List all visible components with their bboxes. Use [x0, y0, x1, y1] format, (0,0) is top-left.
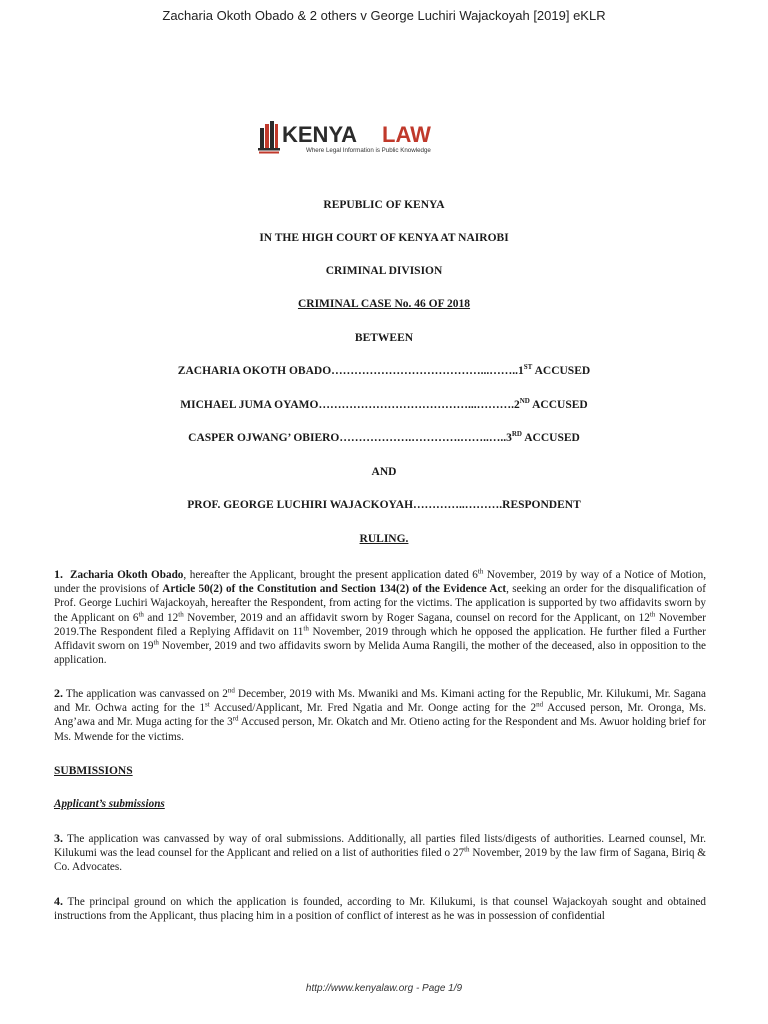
party-role: ACCUSED [522, 432, 580, 444]
party-dots: …………………………………...………. [318, 399, 514, 411]
applicants-submissions-heading: Applicant’s submissions [54, 798, 165, 810]
party-accused-2 [0, 399, 768, 411]
party-dots: …………..………. [413, 499, 503, 511]
court-line: IN THE HIGH COURT OF KENYA AT NAIROBI [259, 232, 509, 244]
and-line: AND [371, 466, 397, 478]
party-ordinal: 3 [506, 432, 512, 444]
paragraph-3: 3. The application was canvassed by way of oral submissions. Additionally, all parties filed lists/digests of authorities. Learned counsel, Mr. Kilukumi was the lead counsel for the Applicant and relied on a list of authorities filed o 27th November, 2019 by the law firm of Sagana, Biriq & Co. Advocates. [54, 831, 706, 874]
party-ordinal-sup: RD [511, 430, 522, 439]
division-line: CRIMINAL DIVISION [325, 265, 443, 277]
paragraph-1: 1. Zacharia Okoth Obado, hereafter the Applicant, brought the present application dated 6th November, 2019 by way of a Notice of Motion, under the provisions of Article 50(2) of the Constitution and Section 134(2) of the Evidence Act, seeking an order for the disqualification of Prof. George Luchiri Wajackoyah, hereafter the Respondent, from acting for the victims. The application is supported by two affidavits sworn by the Applicant on 6th and 12th November, 2019 and an affidavit sworn by Roger Sagana, counsel on record for the Applicant, on 12th November 2019.The Respondent filed a Replying Affidavit on 11th November, 2019 through which he opposed the application. He further filed a Further Affidavit sworn on 19th November, 2019 and two affidavits sworn by Melida Auma Rangili, the mother of the deceased, also in opposition to the application. [54, 567, 707, 667]
logo-tagline: Where Legal Information is Public Knowledge [306, 147, 431, 154]
paragraph-number: 4. [54, 894, 63, 908]
applicant-name: Zacharia Okoth Obado [70, 569, 184, 581]
party-respondent [0, 499, 768, 511]
party-name: MICHAEL JUMA OYAMO [180, 399, 319, 411]
statute-reference: Article 50(2) of the Constitution and Section 134(2) of the Evidence Act [162, 583, 507, 596]
logo-brand-kenya: KENYA [282, 122, 357, 147]
party-name: ZACHARIA OKOTH OBADO [177, 365, 332, 377]
logo-brand-law: LAW [382, 122, 431, 147]
party-dots: …………………………………...…….. [331, 365, 519, 377]
paragraph-number: 1. [54, 567, 63, 581]
pillars-icon [258, 121, 280, 154]
party-ordinal: 1 [518, 365, 524, 377]
party-dots: ……………….………….……..….. [339, 432, 507, 444]
party-role: ACCUSED [529, 399, 588, 411]
paragraph-2: 2. The application was canvassed on 2nd December, 2019 with Ms. Mwaniki and Ms. Kimani acting for the Republic, Mr. Kilukumi, Mr. Sagana and Mr. Ochwa acting for the 1st Accused/Applicant, Mr. Fred Ngatia and Mr. Oonge acting for the 2nd Accused person, Mr. Oronga, Ms. Ang’awa and Mr. Muga acting for the 3rd Accused person, Mr. Okatch and Mr. Otieno acting for the Respondent and Ms. Awuor holding brief for Ms. Mwende for the victims. [54, 686, 707, 743]
party-name: PROF. GEORGE LUCHIRI WAJACKOYAH [187, 499, 414, 511]
party-accused-1 [0, 365, 768, 377]
paragraph-number: 2. [54, 686, 63, 700]
between-line: BETWEEN [354, 332, 414, 344]
paragraph-number: 3. [54, 831, 63, 845]
kenya-law-logo [258, 118, 468, 158]
case-number: CRIMINAL CASE No. 46 OF 2018 [297, 298, 471, 310]
party-name: CASPER OJWANG’ OBIERO [188, 432, 340, 444]
party-accused-3 [0, 432, 768, 444]
party-role: ACCUSED [532, 365, 591, 377]
submissions-heading: SUBMISSIONS [54, 765, 133, 777]
republic-line: REPUBLIC OF KENYA [323, 199, 445, 211]
party-ordinal-sup: ST [523, 363, 533, 372]
page-footer: http://www.kenyalaw.org - Page 1/9 [305, 983, 463, 994]
party-ordinal: 2 [514, 399, 520, 411]
paragraph-4: 4. The principal ground on which the application is founded, according to Mr. Kilukumi, is that counsel Wajackoyah sought and obtained instructions from the Applicant, thus placing him in a position of conflict of interest as he was in possession of confidential [54, 894, 706, 923]
party-ordinal-sup: ND [519, 397, 530, 406]
party-role: RESPONDENT [502, 499, 581, 511]
page-header: Zacharia Okoth Obado & 2 others v George Luchiri Wajackoyah [2019] eKLR [162, 8, 606, 23]
ruling-title: RULING. [359, 533, 409, 545]
